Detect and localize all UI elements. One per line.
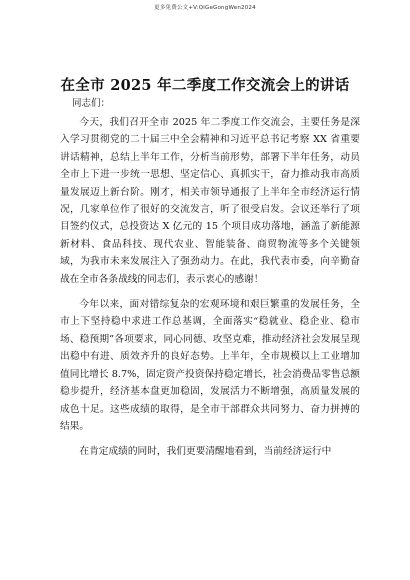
paragraph-2: 今年以来，面对错综复杂的宏观环境和艰巨繁重的发展任务，全市上下坚持稳中求进工作总基调，全面落实“稳就业、稳企业、稳市场、稳预期”各项要求，同心同德、攻坚克难，推动经济社会发展呈现出稳中有进、质效齐升的良好态势。上半年，全市规模以上工业增加值同比增长 8.7%，固定资产投资保持稳定增长，社会消费品零售总额稳步提升，经济基本盘更加稳固，发展活力不断增强，高质量发展的成色十足。这些成绩的取得，是全市干部群众共同努力、奋力拼搏的结果。 [60,299,360,432]
document-title: 在全市 2025 年二季度工作交流会上的讲话 [60,77,350,94]
salutation: 同志们： [72,98,111,109]
watermark-text: 更多免费公文+V:QiGeGongWen2024 [154,5,256,11]
paragraph-3: 在肯定成绩的同时，我们更要清醒地看到，当前经济运行中 [79,446,332,458]
document-body [60,114,360,461]
paragraph-1: 今天，我们召开全市 2025 年二季度工作交流会，主要任务是深入学习贯彻党的二十届三中全会精神和习近平总书记考察 XX 省重要讲话精神，总结上半年工作，分析当前形势，部署下半年任务，动员全市上下进一步统一思想、坚定信心、真抓实干，奋力推动我市高质量发展迈上新台阶。刚才，相关市领导通报了上半年全市经济运行情况，几家单位作了很好的交流发言，听了很受启发。会议还举行了项目签约仪式，总投资达 X 亿元的 15 个项目成功落地，涵盖了新能源新材料、食品科技、现代农业、智能装备、商贸物流等多个关键领域，为我市未来发展注入了强劲动力。在此，我代表市委，向辛勤奋战在全市各条战线的同志们，表示衷心的感谢！ [60,117,360,285]
